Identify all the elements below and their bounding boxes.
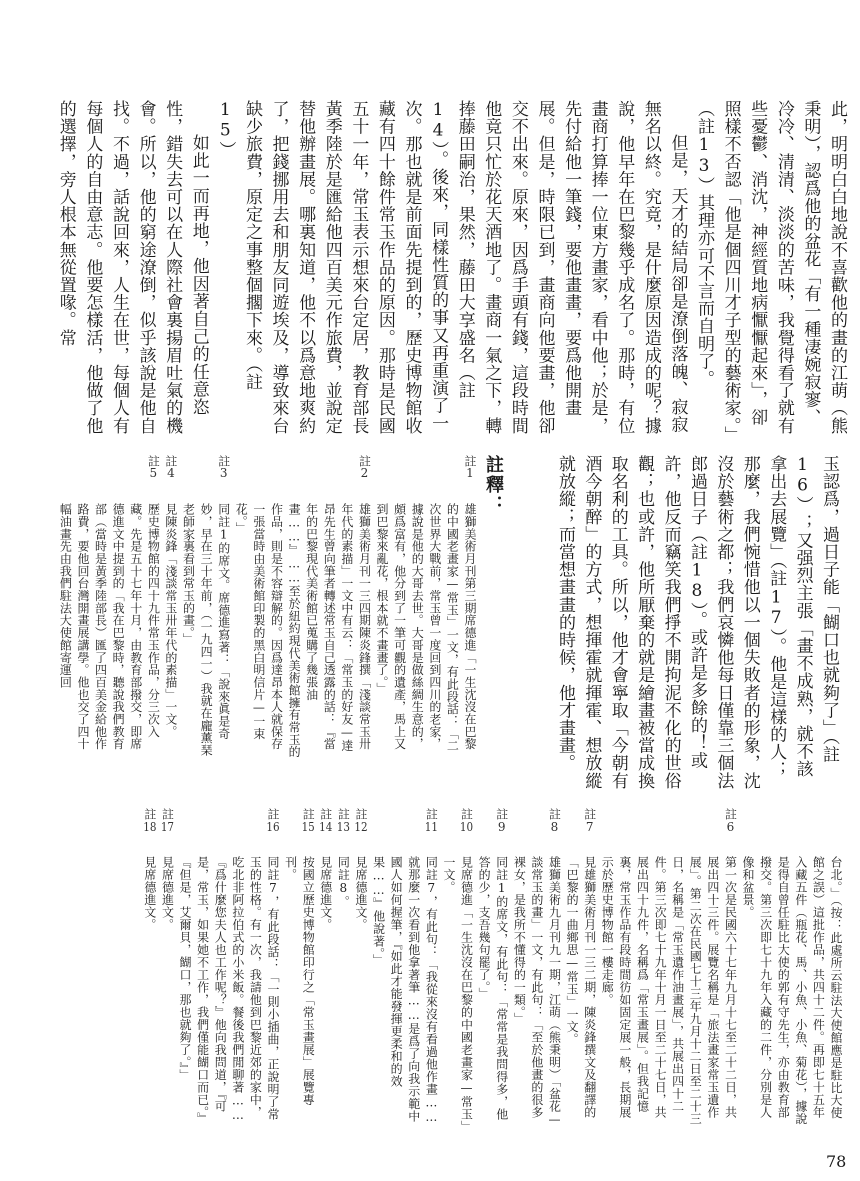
- footnote: [281, 808, 316, 1130]
- footnote-prefix: 註: [216, 455, 231, 468]
- footnote-prefix: 註: [142, 808, 157, 821]
- footnote-label: [140, 808, 158, 833]
- footnote: [232, 455, 373, 761]
- footnote-prefix: 註: [353, 808, 368, 821]
- footnote-number: 2: [360, 467, 369, 480]
- footnote: [351, 808, 369, 1130]
- footnote-prefix: 註: [146, 455, 161, 468]
- footnote-text: 歷史博物館的四十九件常玉作品，分三次入藏。先是五十七年十月，由教育部撥交，即席德進文中提到的「我在巴黎時，聽說我們教育部（當時是黃季陸部長）匯了四百美金給他作路費，要他回台灣開畫展講學。他也交了四十幅油畫先由我們駐法大使館寄運回: [58, 503, 161, 750]
- footnote-number: 3: [219, 467, 228, 480]
- footnote-number: 4: [167, 467, 175, 480]
- footnote-prefix: 註: [459, 808, 474, 821]
- footnote-text: 雄獅美術月刊第三期席德進「一生沈沒在巴黎的中國老畫家—常玉」一文，有此段話：「二次世界大戰前，常玉曾一度回到四川的老家，據說是他的大哥去世。大哥是做絲綢生意的，頗爲富有，他分到了一筆可觀的遺產，馬上又到巴黎來亂花，根本就不畫畫了。」: [375, 503, 477, 752]
- notes-heading: 註釋：: [483, 455, 504, 515]
- footnote-number: 17: [160, 820, 175, 833]
- footnote: [175, 808, 281, 1130]
- footnote: [439, 808, 474, 1130]
- footnote-prefix: 註: [160, 808, 175, 821]
- footnote-text: 同註8。: [336, 856, 351, 908]
- footnote-prefix: 註: [163, 455, 178, 468]
- footnote-text: 見席德進「一生沈沒在巴黎的中國老畫家—常玉」一文。: [441, 856, 474, 1127]
- footnote-number: 8: [550, 820, 559, 833]
- footnote-prefix: 註: [424, 808, 439, 821]
- footnote: [510, 808, 563, 1130]
- footnote-text: 雄獅美術九月刊九一期，江萌（熊秉明）「盆花—談常玉的畫」一文，有此句：「至於他畫的很多裸女，是我所不懂得的一類。」: [512, 856, 562, 1127]
- main-text-continuation: [500, 455, 842, 791]
- footnote-label: [457, 808, 475, 833]
- footnote-text: 同註7，有此段話：「一則小插曲，正說明了常玉的性格。有一次，我請他到巴黎近郊的家中，吃北非阿拉伯式的小米飯。餐後我們閒聊著……『爲什麼您夫人也工作呢？』他向我問道，『可是，常玉，如果她不工作，我們僅能餬口而已。』『但是，艾爾貝，餬口，那也就夠了。』」: [178, 856, 280, 1125]
- footnote-number: 16: [266, 820, 280, 833]
- notes-column-group: [26, 455, 478, 761]
- paragraph: 玉認爲，過日子能「餬口也就夠了」（註16）；又强烈主張「畫不成熟，就不該拿出去展覽」（註17）。他是這樣的人；那麼，我們惋惜他以一個失敗者的形象，沈沒於藝術之都；我們哀憐他每日僅靠三個法郎過日子（註18）。或許是多餘的！或許，他反而竊笑我們掙不開拘泥不化的世俗觀；也或許，他所厭棄的就是繪畫被當成換取名利的工具。所以，他才會寧取「今朝有酒今朝醉」的方式，想揮霍就揮霍、想放縱就放縱；而當想畫畫的時候，他才畫畫。: [554, 455, 839, 790]
- footnote-number: 12: [354, 820, 368, 833]
- paragraph: 如此一而再地，他因著自己的任意恣性，錯失去可以在人際社會裏揚眉吐氣的機會。所以，他的窮途潦倒，似乎該說是他自找。不過，話說回來，人生在世，每個人有每個人的自由意志。他要怎樣活，他做了他的選擇，旁人根本無從置喙。常: [55, 100, 209, 435]
- footnote-label: [545, 808, 563, 833]
- footnote: [179, 455, 232, 761]
- footnote-number: 10: [459, 820, 474, 833]
- footnote-text: 見席德進文。: [353, 856, 368, 931]
- footnote-continuation: [738, 808, 844, 1130]
- footnote-label: [492, 808, 510, 833]
- footnote-number: 6: [726, 820, 735, 833]
- footnote-prefix: 註: [494, 808, 509, 821]
- footnote-text: 見席德進文。: [160, 856, 175, 931]
- footnote: [598, 808, 739, 1130]
- footnote: [316, 808, 334, 1130]
- footnote-label: [263, 808, 281, 833]
- footnote-prefix: 註: [357, 455, 372, 468]
- footnote-number: 18: [143, 820, 157, 833]
- footnote-text: 同註7，有此句：「我從來沒有看過他作畫……就那麼一次看到他拿著筆……是爲了向我示範中國人如何握筆，『如此才能發揮更柔和的效果……』他說著。」: [371, 856, 439, 1125]
- footnote-label: [721, 808, 739, 833]
- footnote-prefix: 註: [582, 808, 597, 821]
- footnote: [334, 808, 352, 1130]
- footnote-label: [580, 808, 598, 833]
- footnote-number: 13: [336, 820, 350, 833]
- footnote: [372, 455, 478, 761]
- footnote: [56, 455, 162, 761]
- footnote: [161, 455, 179, 761]
- footnote-label: [334, 808, 352, 833]
- notes-column-group: [26, 808, 844, 1130]
- footnote-prefix: 註: [266, 808, 280, 821]
- footnote: [563, 808, 598, 1130]
- footnote-prefix: 註: [463, 455, 477, 468]
- footnote-text: 同註1的席文。席德進寫著：「說來眞是奇妙，早在三十年前，（一九四一）我就在龐薰琹老師家裏看到常玉的畫。」: [181, 503, 231, 757]
- footnote: [140, 808, 158, 1130]
- footnote-number: 9: [497, 820, 506, 833]
- footnote-number: 1: [466, 467, 474, 480]
- footnote-prefix: 註: [723, 808, 738, 821]
- footnote-text: 台北。」（按：此處所云駐法大使館應是駐比大使館之誤）這批作品，共四十二件。再即七十五年入藏五件（瓶花、馬、小魚、小魚、菊花），據說是得自曾任駐比大使的郭有守先生，亦由教育部撥交。第三次即七十九年入藏的二件，分別是人像和盆景。: [741, 856, 843, 1125]
- footnote-label: [144, 455, 162, 479]
- footnote-text: 第一次是民國六十七年九月十七至二十二日，共展出四十三件。展覽名稱是「旅法畫家常玉遺作展」。第二次在民國七十三年九月十二日至二十三日，名稱是「常玉遺作油畫展」，共展出四十二件。第三次即七十九年十月一日至二十七日，共展出四十九件，名稱爲「常玉畫展」。但我記憶裏，常玉作品有段時間彷如固定展一般，長期展示於歷史博物館一樓走廊。: [600, 856, 738, 1125]
- paragraph: 但是，天才的結局卻是潦倒落魄、寂寂無名以終。究竟，是什麼原因造成的呢？據說，他早年在巴黎幾乎成名了。那時，有位畫商打算捧一位東方畫家，看中他；於是，先付給他一筆錢，要他畫畫，要爲他開畫展。但是，時限已到，畫商向他要畫，他卻交不出來。原來，因爲手頭有錢，這段時間他竟只忙於花天酒地了。畫商一氣之下，轉捧藤田嗣治，果然，藤田大享盛名（註14）。後來，同樣性質的事又再重演了一次。那也就是前面先提到的，歷史博物館收藏有四十餘件常玉作品的原因。那時是民國五十一年，常玉表示想來台定居，教育部長黃季陸於是匯給他四百美元作旅費，並說定替他辦畫展。哪裏知道，他不以爲意地爽約了，把錢挪用去和朋友同遊埃及，導致來台缺少旅費，原定之事整個擱下來。（註15）: [215, 100, 688, 435]
- page-number: 78: [826, 1152, 847, 1171]
- footnote-text: 見陳炎鋒「淺談常玉卅年代的素描」一文。: [163, 503, 178, 738]
- footnote-label: [355, 455, 373, 479]
- footnote-text: 見雄獅美術月刊一三二期，陳炎鋒撰文及翻譯的「巴黎的一曲鄉思—常玉」一文。: [565, 856, 597, 1119]
- paragraph: 此，明明白白地說不喜歡他的畫的江萌（熊秉明），認爲他的盆花「有一種凄婉寂寥、冷冷、清清、淡淡的苦味，我覺得看了就有些憂鬱、消沈，神經質地病懨懨起來」，卻照樣不否認「他是個四川才子型的藝術家。」（註13）其理亦可不言而自明了。: [694, 100, 847, 435]
- footnote-label: [158, 808, 176, 833]
- footnote-text: 同註1的席文，有此句：「常常是我問得多，他答的少，支吾幾句罷了。」: [477, 856, 509, 1121]
- footnote-text: 按國立歷史博物館印行之「常玉畫展」展覽專刊。: [283, 856, 316, 1106]
- footnote-number: 5: [149, 467, 158, 480]
- footnote-text: 雄獅美術月刊一三四期陳炎鋒撰「淺談常玉卅年代的素描」一文中有云：「常玉的好友—達昂先生曾向筆者轉述常玉自己透露的話：『當年的巴黎現代美術館已蒐購了幾張油畫……』……至於紐約現代美術館擁有常玉的作品，則是不容辯解的。因爲達昂本人就保存一張當時由美術館印製的黑白明信片—一束花。」: [234, 503, 372, 758]
- main-text-top: [26, 100, 850, 436]
- footnote-text: 見席德進文。: [142, 856, 157, 931]
- footnote-number: 15: [301, 820, 315, 833]
- footnote-label: [299, 808, 317, 833]
- footnote-label: [351, 808, 369, 833]
- footnote-number: 11: [424, 820, 438, 833]
- footnote-label: [214, 455, 232, 479]
- footnote-prefix: 註: [301, 808, 316, 821]
- footnote: [475, 808, 510, 1130]
- footnote-label: [161, 455, 179, 479]
- footnote: [158, 808, 176, 1130]
- footnote-text: 見席德進文。: [318, 856, 333, 931]
- footnote-label: [316, 808, 334, 833]
- footnote: [369, 808, 439, 1130]
- footnote-label: [460, 455, 478, 479]
- footnote-prefix: 註: [336, 808, 351, 821]
- footnote-number: 14: [319, 820, 333, 833]
- footnote-prefix: 註: [547, 808, 562, 821]
- footnote-number: 7: [585, 820, 594, 833]
- footnote-prefix: 註: [318, 808, 333, 821]
- footnote-label: [422, 808, 440, 833]
